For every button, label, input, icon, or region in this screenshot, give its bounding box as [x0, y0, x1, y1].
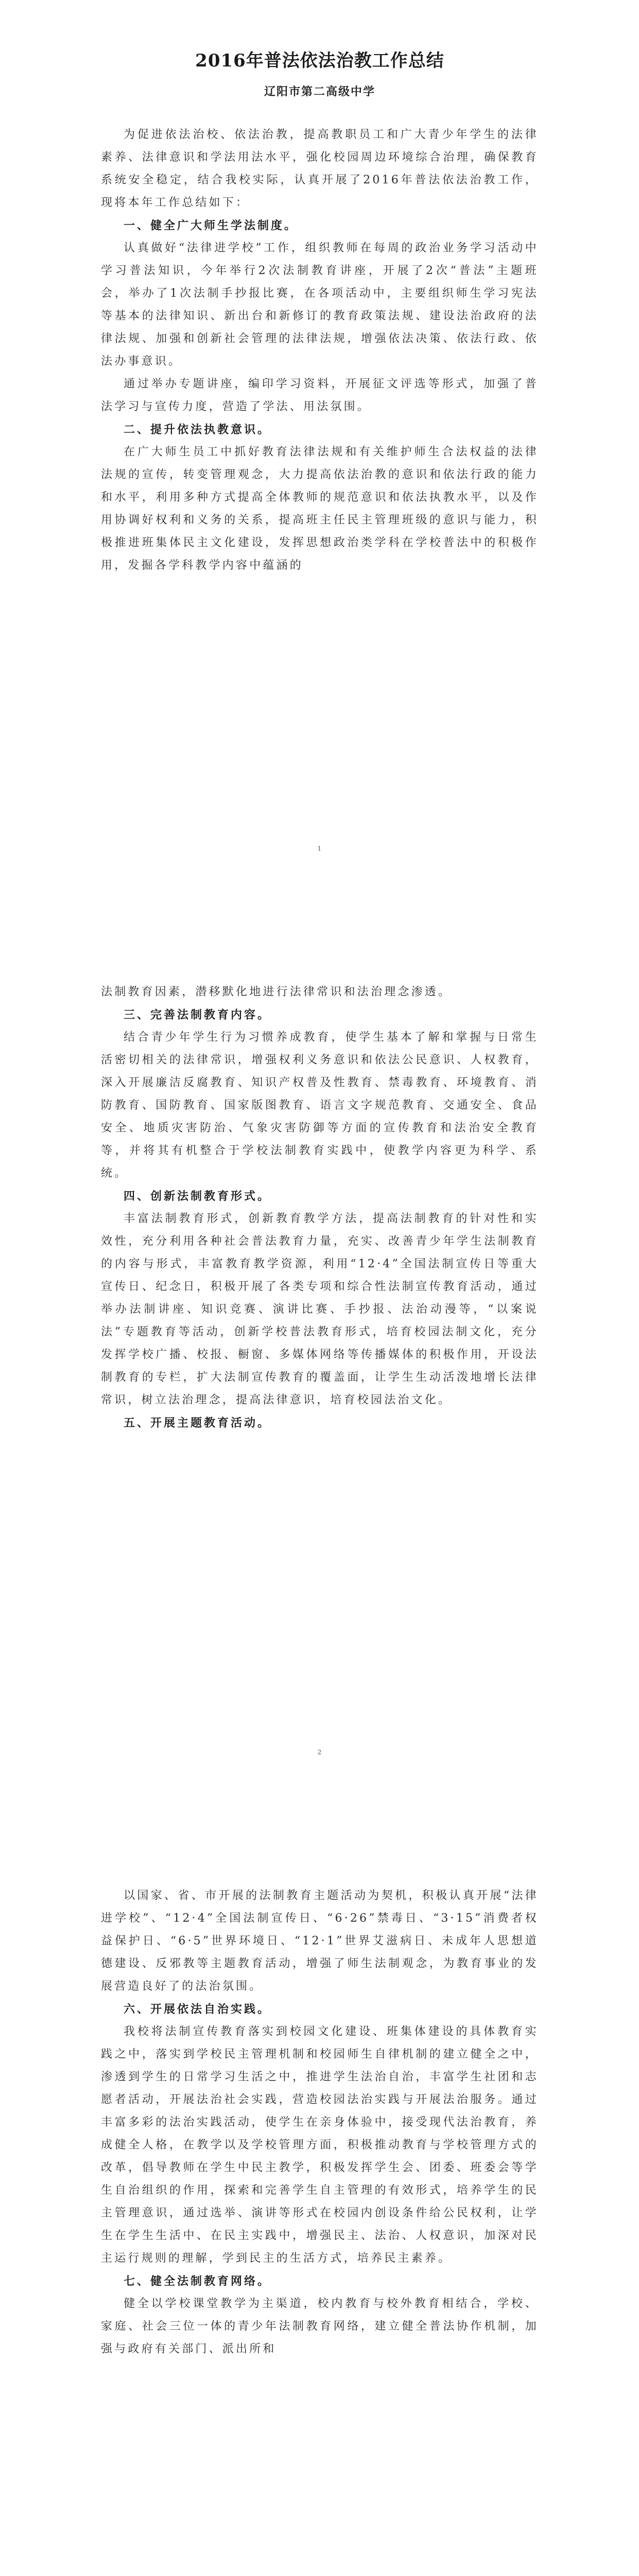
section-3-heading: 三、完善法制教育内容。 [124, 1008, 271, 1022]
section-2-paragraph-part-a: 在广大师生员工中抓好教育法律法规和有关维护师生合法权益的法律法规的宣传，转变管理观念，大力提高依法治教的意识和依法行政的能力和水平，利用多种方式提高全体教师的规范意识和依法执教水平，以及作用协调好权利和义务的关系，提高班主任民主管理班级的意识与能力，积极推进班集体民主文化建设，发挥思想政治类学科在学校普法中的积极作用，发掘各学科教学内容中蕴涵的 [101, 446, 539, 572]
page-number: 2 [317, 1749, 322, 1756]
page-2 [0, 904, 639, 1807]
page-1 [0, 0, 639, 904]
section-1-heading: 一、健全广大师生学法制度。 [124, 219, 298, 232]
section-4-paragraph: 丰富法制教育形式，创新教育教学方法，提高法制教育的针对性和实效性，充分利用各种社会普法教育力量，充实、改善青少年学生法制教育的内容与形式，丰富教育教学资源，利用“12·4”全国法制宣传日等重大宣传日、纪念日，积极开展了各类专项和综合性法制宣传教育活动，通过举办法制讲座、知识竞赛、演讲比赛、手抄报、法治动漫等，“以案说法”专题教育等活动，创新学校普法教育形式，培育校园法制文化，充分发挥学校广播、校报、橱窗、多媒体网络等传播媒体的积极作用，开设法制教育的专栏，扩大法制宣传教育的覆盖面，让学生生动活泼地增长法律常识，树立法治理念，提高法律意识，培育校园法治文化。 [101, 1212, 539, 1406]
intro-paragraph: 为促进依法治校、依法治教，提高教职员工和广大青少年学生的法律素养、法律意识和学法用法水平，强化校园周边环境综合治理，确保教育系统安全稳定，结合我校实际，认真开展了2016年普法依法治教工作，现将本年工作总结如下： [101, 128, 539, 209]
section-6-paragraph: 我校将法制宣传教育落实到校园文化建设、班集体建设的具体教育实践之中，落实到学校民主管理机制和校园师生自律机制的建立健全之中，渗透到学生的日常学习生活之中，推进学生法治自治，丰富学生社团和志愿者活动，开展法治社会实践，营造校园法治实践与开展法治服务。通过丰富多彩的法治实践活动，使学生在亲身体验中，接受现代法治教育，养成健全人格，在教学以及学校管理方面，积极推动教育与学校管理方式的改革，倡导教师在学生中民主教学，积极发挥学生会、团委、班委会等学生自治组织的作用，探索和完善学生自主管理的有效形式，培养学生的民主管理意识，通过选举、演讲等形式在校园内创设条件给公民权利，让学生在学生生活中、在民主实践中，增强民主、法治、人权意识，加深对民主运行规则的理解，学到民主的生活方式，培养民主素养。 [101, 2025, 539, 2265]
page-2-content [101, 981, 539, 1434]
section-3-paragraph: 结合青少年学生行为习惯养成教育，使学生基本了解和掌握与日常生活密切相关的法律常识，增强权利义务意识和依法公民意识、人权教育，深入开展廉洁反腐教育、知识产权普及性教育、禁毒教育、环境教育、消防教育、国防教育、国家版图教育、语言文字规范教育、交通安全、食品安全、地质灾害防治、气象灾害防御等方面的宣传教育和法治安全教育等，并将其有机整合于学校法制教育实践中，使教学内容更为科学、系统。 [101, 1031, 539, 1180]
section-7-heading: 七、健全法制教育网络。 [124, 2275, 271, 2288]
document-title: 2016年普法依法治教工作总结 [195, 50, 444, 71]
section-4-heading: 四、创新法制教育形式。 [124, 1190, 271, 1203]
page-3-content [101, 1885, 539, 2361]
section-5-paragraph: 以国家、省、市开展的法制教育主题活动为契机，积极认真开展“法律进学校”、“12·4”全国法制宣传日、“6·26”禁毒日、“3·15”消费者权益保护日、“6·5”世界环境日、“12·1”世界艾滋病日、未成年人思想道德建设、反邪教等主题教育活动，增强了师生法制观念，为教育事业的发展营造良好了的法治氛围。 [101, 1889, 539, 1993]
page-number: 1 [317, 845, 322, 852]
school-name: 辽阳市第二高级中学 [264, 85, 375, 98]
section-2-heading: 二、提升依法执教意识。 [124, 423, 271, 436]
page-1-content [101, 46, 539, 577]
section-2-paragraph-part-b: 法制教育因素，潜移默化地进行法律常识和法治理念渗透。 [101, 986, 452, 998]
section-7-paragraph-part-a: 健全以学校课堂教学为主渠道，校内教育与校外教育相结合，学校、家庭、社会三位一体的青少年法制教育网络，建立健全普法协作机制，加强与政府有关部门、派出所和 [101, 2297, 539, 2355]
section-1-paragraph-1: 认真做好“法律进学校”工作，组织教师在每周的政治业务学习活动中学习普法知识，今年举行2次法制教育讲座，开展了2次“普法”主题班会，举办了1次法制手抄报比赛，在各项活动中，主要组织师生学习宪法等基本的法律知识、新出台和新修订的教育政策法规、建设法治政府的法律法规、加强和创新社会管理的法律法规，增强依法决策、依法行政、依法办事意识。 [101, 242, 539, 368]
section-5-heading: 五、开展主题教育活动。 [124, 1416, 271, 1430]
section-1-paragraph-2: 通过举办专题讲座，编印学习资料，开展征文评选等形式，加强了普法学习与宣传力度，营造了学法、用法氛围。 [101, 378, 539, 413]
section-6-heading: 六、开展依法自治实践。 [124, 2003, 271, 2016]
page-3 [0, 1807, 639, 2576]
